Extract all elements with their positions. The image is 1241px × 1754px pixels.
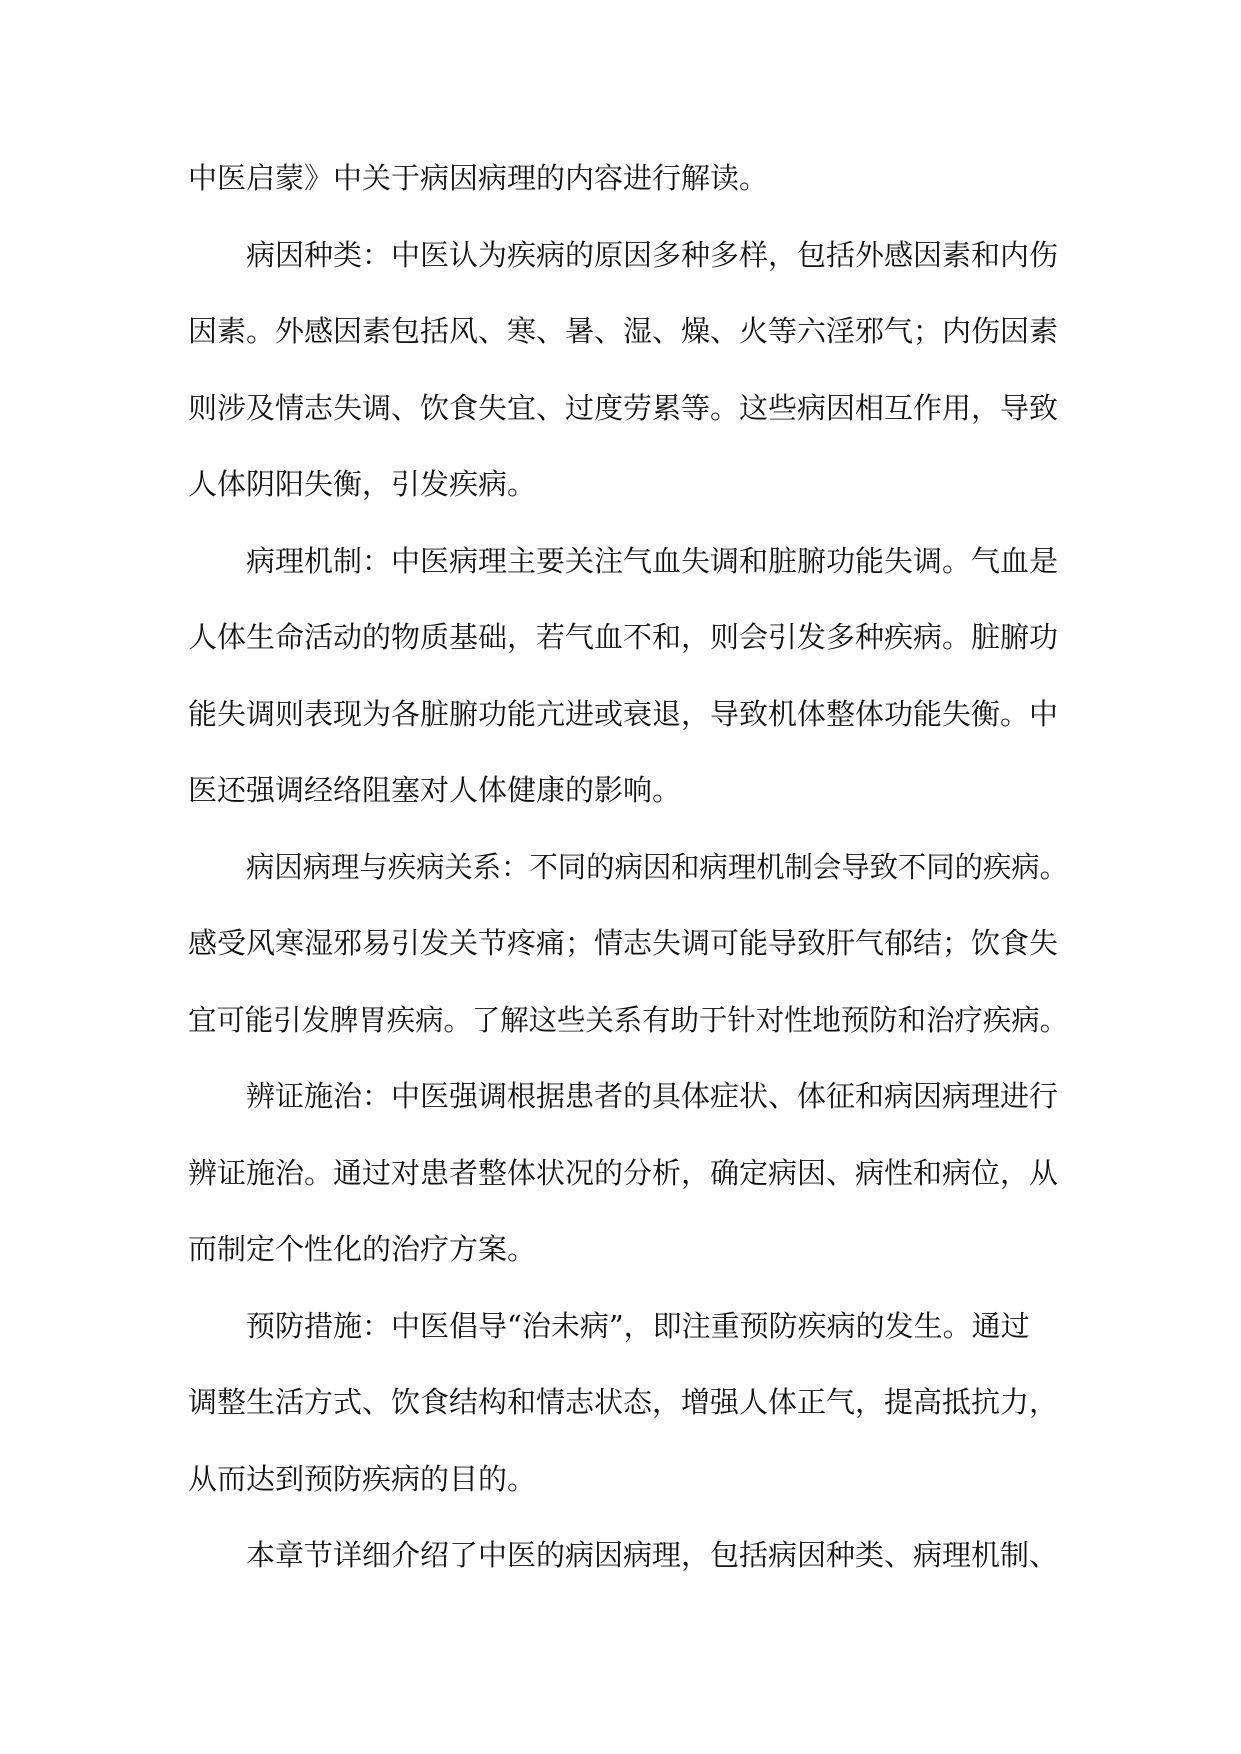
text-line: 能失调则表现为各脏腑功能亢进或衰退，导致机体整体功能失衡。中 [188,696,1059,731]
text-line: 从而达到预防疾病的目的。 [188,1461,537,1496]
body-text [188,140,1068,1594]
text-line: 中医启蒙》中关于病因病理的内容进行解读。 [188,161,769,195]
text-line: 人体阴阳失衡，引发疾病。 [188,467,537,501]
paragraph-pathology-mechanism: 病理机制：中医病理主要关注气血失调和脏腑功能失调。气血是 [246,543,1059,578]
paragraph-syndrome-treatment: 辨证施治：中医强调根据患者的具体症状、体征和病因病理进行 [246,1079,1059,1113]
text-line: 人体生命活动的物质基础，若气血不和，则会引发多种疾病。脏腑功 [188,620,1059,654]
text-line: 辨证施治。通过对患者整体状况的分析，确定病因、病性和病位，从 [188,1155,1059,1190]
text-line: 感受风寒湿邪易引发关节疼痛；情志失调可能导致肝气郁结；饮食失 [188,926,1059,960]
text-line: 则涉及情志失调、饮食失宜、过度劳累等。这些病因相互作用，导致 [188,390,1059,425]
text-line: 而制定个性化的治疗方案。 [188,1232,537,1266]
text-line: 因素。外感因素包括风、寒、暑、湿、燥、火等六淫邪气；内伤因素 [188,314,1059,348]
paragraph-prevention: 预防措施：中医倡导“治未病”，即注重预防疾病的发生。通过 [246,1308,1030,1343]
paragraph-disease-relation: 病因病理与疾病关系：不同的病因和病理机制会导致不同的疾病。 [246,849,1068,884]
text-line: 调整生活方式、饮食结构和情志状态，增强人体正气，提高抵抗力， [188,1385,1059,1419]
text-line: 宜可能引发脾胃疾病。了解这些关系有助于针对性地预防和治疗疾病。 [188,1002,1068,1037]
paragraph-summary: 本章节详细介绍了中医的病因病理，包括病因种类、病理机制、 [246,1538,1059,1572]
text-line: 医还强调经络阻塞对人体健康的影响。 [188,773,682,807]
paragraph-cause-types: 病因种类：中医认为疾病的原因多种多样，包括外感因素和内伤 [246,237,1059,272]
